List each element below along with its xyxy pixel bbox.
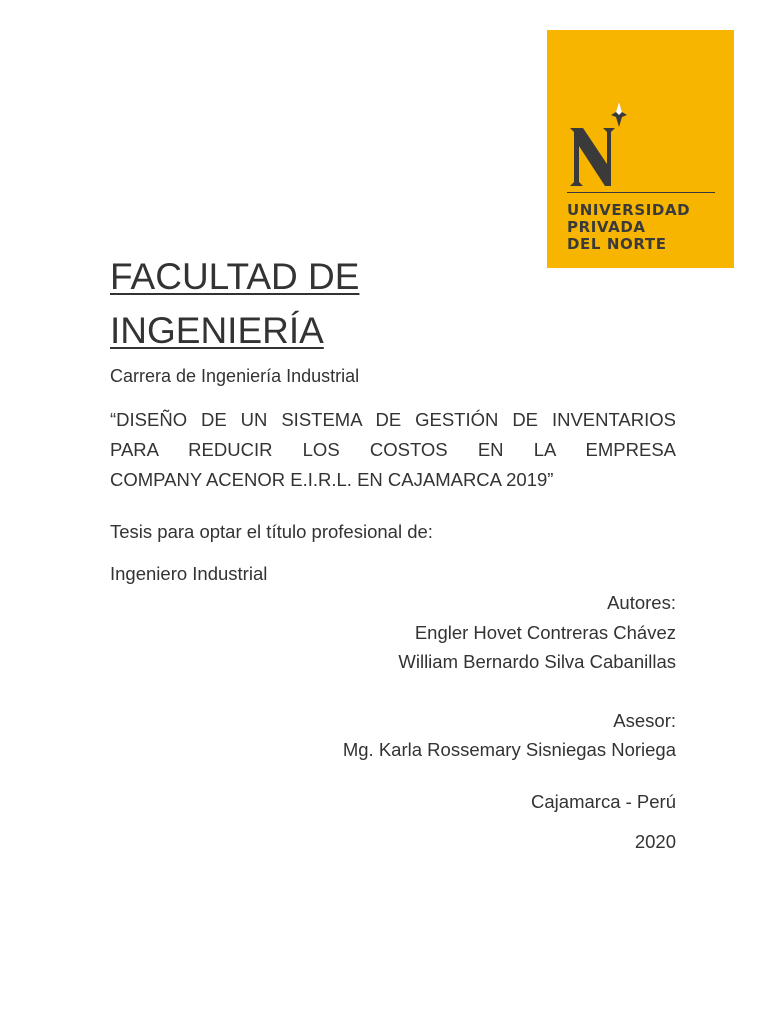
university-logo (547, 30, 734, 268)
degree-title: Ingeniero Industrial (110, 563, 268, 584)
advisor-label: Asesor: (613, 710, 676, 731)
logo-divider (567, 192, 715, 193)
faculty-heading (110, 250, 359, 358)
thesis-title-line-2: PARA REDUCIR LOS COSTOS EN LA EMPRESA (110, 439, 676, 460)
place: Cajamarca - Perú (531, 791, 676, 812)
author-name: William Bernardo Silva Cabanillas (398, 651, 676, 672)
thesis-purpose: Tesis para optar el título profesional de: (110, 521, 433, 542)
authors-label: Autores: (607, 592, 676, 613)
thesis-title (110, 405, 676, 495)
thesis-title-line-3: COMPANY ACENOR E.I.R.L. EN CAJAMARCA 2019” (110, 469, 554, 490)
faculty-line-1: FACULTAD DE (110, 256, 360, 297)
n-star-logo-icon (567, 98, 627, 188)
logo-line-3: DEL NORTE (567, 235, 667, 253)
career-name: Carrera de Ingeniería Industrial (110, 366, 360, 386)
author-name: Engler Hovet Contreras Chávez (414, 622, 676, 643)
logo-line-1: UNIVERSIDAD (567, 201, 691, 219)
advisor-name: Mg. Karla Rossemary Sisniegas Noriega (342, 739, 676, 760)
thesis-title-line-1: “DISEÑO DE UN SISTEMA DE GESTIÓN DE INVENTARIOS (110, 409, 676, 430)
logo-wordmark (567, 202, 690, 253)
year: 2020 (634, 831, 676, 852)
faculty-line-2: INGENIERÍA (110, 310, 324, 351)
logo-line-2: PRIVADA (567, 218, 646, 236)
